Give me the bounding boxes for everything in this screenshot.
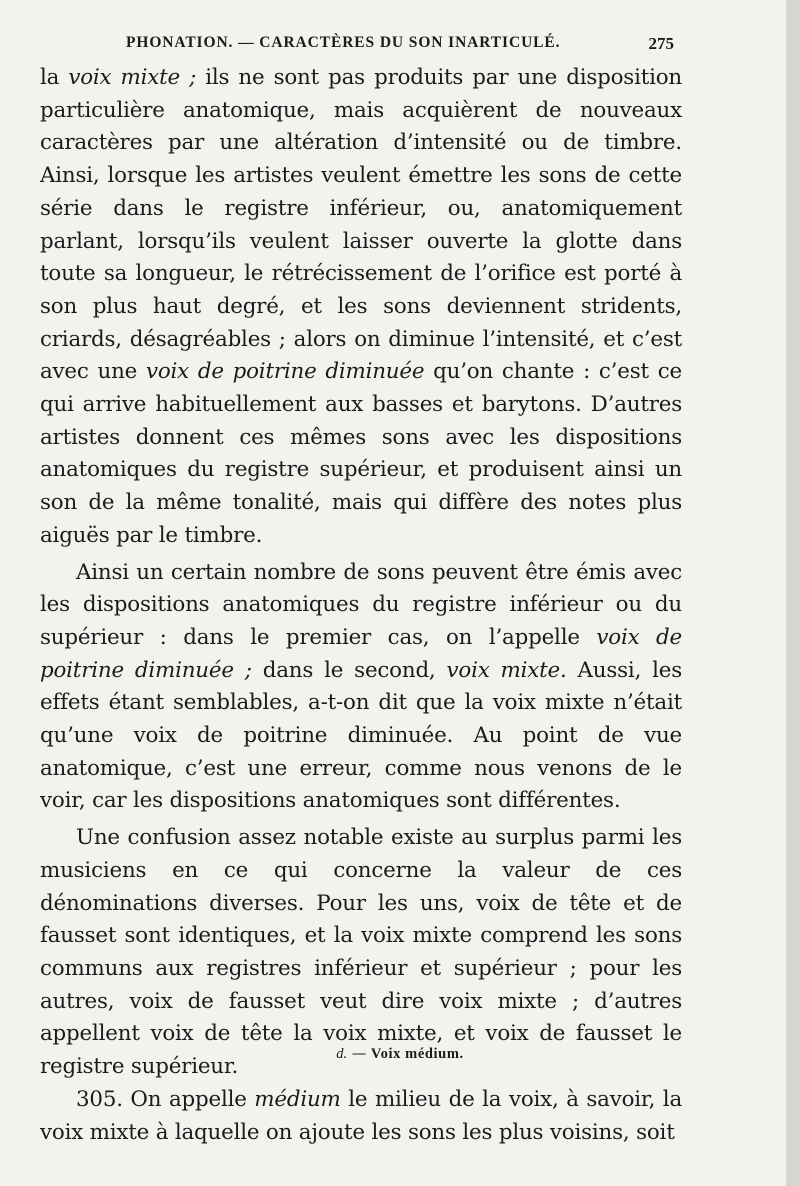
italic-term: médium: [254, 1087, 341, 1112]
paragraph: [40, 1084, 682, 1149]
subsection-title: Voix médium.: [370, 1046, 464, 1062]
running-head: PHONATION. — CARACTÈRES DU SON INARTICULÉ.: [126, 34, 561, 51]
text-run: la: [40, 65, 69, 90]
italic-term: voix mixte ;: [68, 65, 197, 90]
paragraph: Une confusion assez notable existe au surplus parmi les musiciens en ce qui concerne la valeur de ces dénominations diverses. Pour les uns, voix de tête et de fausset sont identiques, et la voix mixte comprend les sons communs aux registres inférieur et supérieur ; pour les autres, voix de fausset veut dire voix mixte ; d’autres appellent voix de tête la voix mixte, et voix de fausset le registre supérieur.: [40, 825, 682, 1080]
page-edge: [786, 0, 800, 1186]
page-header: [62, 34, 674, 56]
text-run: qu’on chante : c’est ce qui arrive habituellement aux basses et barytons. D’autres artistes donnent ces mêmes sons avec les dispositions anatomiques du registre supérieur, et produisent ainsi un son de la même tonalité, mais qui diffère des notes plus aiguës par le timbre.: [40, 359, 682, 548]
paragraph-continued: [40, 62, 682, 553]
section-number: 305.: [76, 1087, 123, 1112]
italic-term: voix de poitrine diminuée: [145, 359, 425, 385]
text-run: Ainsi un certain nombre de sons peuvent être émis avec les dispositions anatomiques du registre inférieur ou du supérieur : dans le premier cas, on l’appelle: [40, 559, 682, 650]
body-text: [40, 62, 682, 1084]
text-run: dans le second,: [251, 657, 447, 683]
paragraph: [40, 557, 682, 819]
italic-term: voix de poitrine diminuée ;: [40, 624, 682, 683]
subsection-heading: [0, 1046, 800, 1063]
subsection-label: d.: [336, 1046, 348, 1062]
subsection-dash: —: [347, 1046, 371, 1062]
text-run: On appelle: [122, 1087, 255, 1112]
page-number: 275: [648, 34, 674, 53]
italic-term: voix mixte: [446, 657, 560, 683]
text-run: . Aussi, les effets étant semblables, a-t-on dit que la voix mixte n’était qu’une voix de poitrine diminuée. Au point de vue anatomique, c’est une erreur, comme nous venons de le voir, car les dispositions anatomiques sont différentes.: [40, 657, 683, 814]
text-run: le milieu de la voix, à savoir, la voix mixte à laquelle on ajoute les sons les plus voisins, soit: [40, 1087, 682, 1145]
text-run: ils ne sont pas produits par une disposition particulière anatomique, mais acquièrent de nouveaux caractères par une altération d’intensité ou de timbre. Ainsi, lorsque les artistes veulent émettre les sons de cette série dans le registre inférieur, ou, anatomiquement parlant, lorsqu’ils veulent laisser ouverte la glotte dans toute sa longueur, le rétrécissement de l’orifice est porté à son plus haut degré, et les sons deviennent stridents, criards, désagréables ; alors on diminue l’intensité, et c’est avec une: [40, 65, 683, 385]
section-305-text: [40, 1084, 682, 1149]
